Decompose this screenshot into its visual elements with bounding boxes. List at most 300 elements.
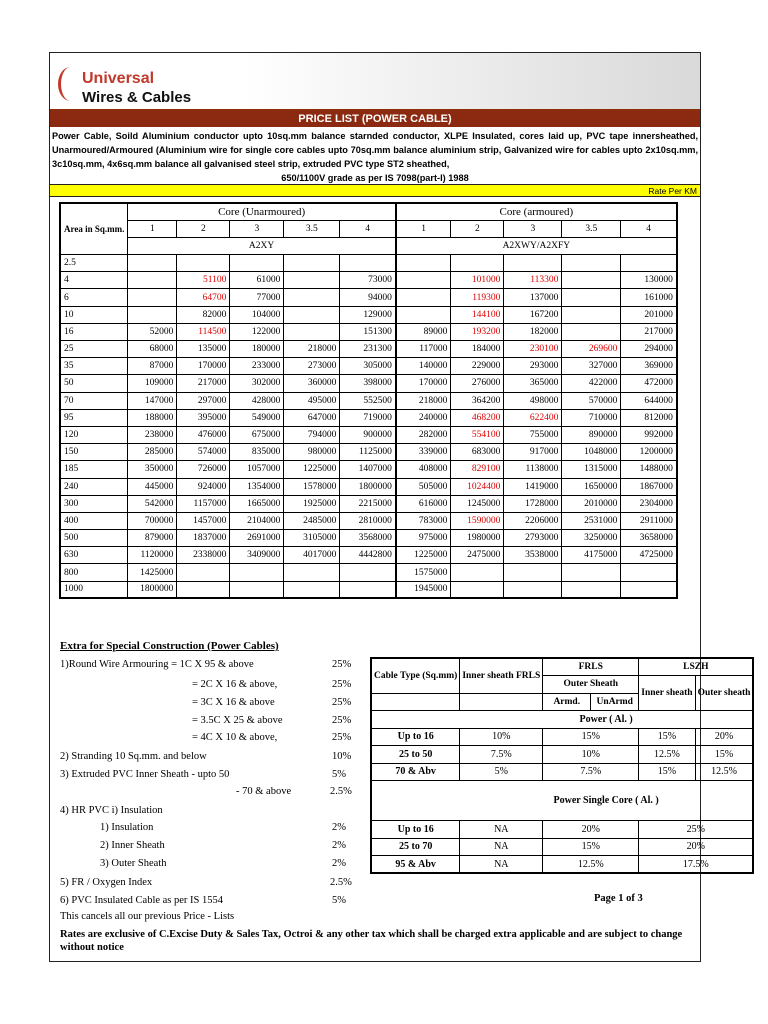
unarmoured-price-cell: 217000 xyxy=(177,375,230,392)
armoured-type: A2XWY/A2XFY xyxy=(396,237,677,254)
extra-item xyxy=(192,677,360,693)
unarmoured-price-cell xyxy=(230,255,284,272)
unarmoured-price-cell: 64700 xyxy=(177,289,230,306)
armoured-price-cell: 240000 xyxy=(396,409,451,426)
unarmoured-price-cell: 188000 xyxy=(128,409,177,426)
armoured-price-cell: 339000 xyxy=(396,444,451,461)
single-cell-lszh: 17.5% xyxy=(639,856,754,874)
unarmoured-price-cell: 476000 xyxy=(177,426,230,443)
brand-name-line2: Wires & Cables xyxy=(82,89,192,106)
price-row xyxy=(60,341,677,358)
extra-item-percent: 10% xyxy=(332,751,352,762)
unarmoured-price-cell xyxy=(340,581,396,598)
armoured-price-cell: 408000 xyxy=(396,461,451,478)
area-cell: 185 xyxy=(60,461,128,478)
unarmoured-price-cell: 2215000 xyxy=(340,495,396,512)
armoured-price-cell: 1048000 xyxy=(562,444,621,461)
single-row xyxy=(371,821,753,839)
extra-item-percent: 5% xyxy=(332,895,346,906)
power-cell-type: 70 & Abv xyxy=(371,763,460,781)
unarmoured-price-cell: 109000 xyxy=(128,375,177,392)
price-row xyxy=(60,375,677,392)
power-cell-inner: 10% xyxy=(460,728,543,746)
single-row xyxy=(371,856,753,874)
power-row xyxy=(371,746,753,764)
area-cell: 4 xyxy=(60,272,128,289)
extra-item xyxy=(100,856,360,872)
unarmoured-price-cell: 305000 xyxy=(340,358,396,375)
extra-item-percent: 2% xyxy=(332,822,346,833)
cable-type-spacer xyxy=(371,693,460,711)
unarmoured-price-cell: 542000 xyxy=(128,495,177,512)
armoured-price-cell: 167200 xyxy=(504,306,562,323)
armoured-price-cell: 364200 xyxy=(451,392,504,409)
extra-item-label: 2) Stranding 10 Sq.mm. and below xyxy=(60,751,207,762)
single-cell-inner: NA xyxy=(460,856,543,874)
armoured-price-cell: 992000 xyxy=(621,426,677,443)
unarmoured-price-cell: 285000 xyxy=(128,444,177,461)
unarmoured-price-cell: 273000 xyxy=(284,358,340,375)
extra-item-label: 1)Round Wire Armouring = 1C X 95 & above xyxy=(60,659,254,670)
unarmoured-price-cell: 1125000 xyxy=(340,444,396,461)
price-row xyxy=(60,461,677,478)
page-title: PRICE LIST (POWER CABLE) xyxy=(50,111,700,127)
unarmoured-price-cell: 495000 xyxy=(284,392,340,409)
header-band xyxy=(50,53,700,111)
price-row xyxy=(60,358,677,375)
unarmoured-price-cell: 1578000 xyxy=(284,478,340,495)
armoured-price-cell: 117000 xyxy=(396,341,451,358)
armoured-price-cell: 1024400 xyxy=(451,478,504,495)
unarmoured-core-number: 4 xyxy=(340,220,396,237)
unarmoured-price-cell xyxy=(340,255,396,272)
armoured-price-cell: 644000 xyxy=(621,392,677,409)
armoured-price-cell: 755000 xyxy=(504,426,562,443)
extra-item xyxy=(192,730,360,746)
single-cell-frls: 12.5% xyxy=(543,856,639,874)
armoured-header: Core (armoured) xyxy=(396,203,677,220)
armoured-price-cell: 229000 xyxy=(451,358,504,375)
area-cell: 10 xyxy=(60,306,128,323)
armd-header: Armd. xyxy=(543,693,591,711)
armoured-price-cell: 365000 xyxy=(504,375,562,392)
single-body xyxy=(371,821,753,874)
price-row xyxy=(60,272,677,289)
armoured-price-cell: 422000 xyxy=(562,375,621,392)
unarmoured-price-cell: 549000 xyxy=(230,409,284,426)
armoured-price-cell: 218000 xyxy=(396,392,451,409)
armoured-price-cell xyxy=(451,255,504,272)
extra-item-percent: 5% xyxy=(332,769,346,780)
armoured-price-cell: 182000 xyxy=(504,323,562,340)
armoured-price-cell xyxy=(562,564,621,581)
power-cell-inner: 5% xyxy=(460,763,543,781)
price-row xyxy=(60,444,677,461)
extra-item-label: 5) FR / Oxygen Index xyxy=(60,877,153,888)
extra-item-label: 1) Insulation xyxy=(100,822,154,833)
armoured-price-cell: 1419000 xyxy=(504,478,562,495)
armoured-price-cell: 1867000 xyxy=(621,478,677,495)
area-cell: 35 xyxy=(60,358,128,375)
extra-title: Extra for Special Construction (Power Cables) xyxy=(60,640,279,652)
area-cell: 500 xyxy=(60,530,128,547)
armoured-price-cell: 2304000 xyxy=(621,495,677,512)
area-cell: 2.5 xyxy=(60,255,128,272)
extra-header-row-1 xyxy=(371,658,753,676)
armoured-price-cell xyxy=(396,289,451,306)
armoured-price-cell: 1650000 xyxy=(562,478,621,495)
price-body xyxy=(60,255,677,599)
price-row xyxy=(60,323,677,340)
unarmoured-price-cell: 879000 xyxy=(128,530,177,547)
armoured-price-cell xyxy=(562,255,621,272)
armoured-price-cell xyxy=(451,581,504,598)
brand-name-line1: Universal xyxy=(82,70,155,87)
armoured-price-cell xyxy=(504,255,562,272)
price-row xyxy=(60,306,677,323)
armoured-price-cell: 1138000 xyxy=(504,461,562,478)
area-cell: 400 xyxy=(60,512,128,529)
armoured-price-cell xyxy=(451,564,504,581)
power-row xyxy=(371,763,753,781)
unarmoured-price-cell: 2338000 xyxy=(177,547,230,564)
unarmoured-price-cell xyxy=(284,306,340,323)
price-row xyxy=(60,512,677,529)
unarmoured-price-cell: 2104000 xyxy=(230,512,284,529)
armoured-price-cell xyxy=(621,255,677,272)
type-row xyxy=(60,237,677,254)
extra-item-label: 3) Outer Sheath xyxy=(100,858,167,869)
armoured-price-cell: 1200000 xyxy=(621,444,677,461)
power-cell-lszh-outer: 15% xyxy=(695,746,753,764)
extra-item-label: = 3.5C X 25 & above xyxy=(192,715,283,726)
unarmoured-price-cell: 726000 xyxy=(177,461,230,478)
armoured-price-cell: 369000 xyxy=(621,358,677,375)
armoured-price-cell: 293000 xyxy=(504,358,562,375)
unarmoured-price-cell: 980000 xyxy=(284,444,340,461)
unarmoured-price-cell: 360000 xyxy=(284,375,340,392)
armoured-price-cell: 829100 xyxy=(451,461,504,478)
armoured-price-cell: 327000 xyxy=(562,358,621,375)
lszh-inner-sheath-header: Inner sheath xyxy=(639,676,695,711)
price-table xyxy=(59,202,678,599)
inner-sheath-spacer xyxy=(460,693,543,711)
unarmoured-core-number: 1 xyxy=(128,220,177,237)
power-row xyxy=(371,728,753,746)
extra-item xyxy=(236,784,360,800)
armoured-price-cell: 570000 xyxy=(562,392,621,409)
unarmoured-price-cell: 1057000 xyxy=(230,461,284,478)
power-single-spacer xyxy=(371,781,460,821)
extra-item-label: = 2C X 16 & above, xyxy=(192,679,278,690)
unarmoured-core-number: 3 xyxy=(230,220,284,237)
extra-item xyxy=(60,749,360,765)
description-grade: 650/1100V grade as per IS 7098(part-I) 1988 xyxy=(281,173,469,183)
unarmoured-price-cell: 4017000 xyxy=(284,547,340,564)
unarmoured-price-cell: 1425000 xyxy=(128,564,177,581)
cable-type-header: Cable Type (Sq.mm) xyxy=(371,658,460,693)
armoured-price-cell: 1590000 xyxy=(451,512,504,529)
unarmoured-price-cell: 350000 xyxy=(128,461,177,478)
unarmoured-price-cell: 2810000 xyxy=(340,512,396,529)
unarmoured-price-cell xyxy=(128,306,177,323)
extra-item-label: 2) Inner Sheath xyxy=(100,840,165,851)
unarmoured-price-cell xyxy=(177,564,230,581)
unarmoured-price-cell: 1157000 xyxy=(177,495,230,512)
extra-item-percent: 25% xyxy=(332,697,352,708)
description-text: Power Cable, Soild Aluminium conductor upto 10sq.mm balance starnded conductor, XLPE Insulated, cores laid up, PVC tape innersheathed, Unarmoured/Armoured (Aluminium wire for single core cables upto 70sq.mm balance aluminium strip, Galvanized wire for cables upto 2x10sq.mm, 3c10sq.mm, 4x6sq.mm balance all galvanised steel strip, extruded PVC type ST2 sheathed, xyxy=(52,131,698,169)
single-cell-type: 95 & Abv xyxy=(371,856,460,874)
single-cell-type: 25 to 70 xyxy=(371,838,460,856)
unarmoured-price-cell: 73000 xyxy=(340,272,396,289)
outer-sheath-header: Outer Sheath xyxy=(543,676,639,694)
armoured-price-cell: 276000 xyxy=(451,375,504,392)
unarmoured-price-cell: 51100 xyxy=(177,272,230,289)
power-cell-type: 25 to 50 xyxy=(371,746,460,764)
power-body xyxy=(371,728,753,781)
extra-item-percent: 25% xyxy=(332,659,352,670)
armoured-price-cell: 1315000 xyxy=(562,461,621,478)
lszh-header: LSZH xyxy=(639,658,754,676)
power-single-row xyxy=(371,781,753,821)
armoured-price-cell: 193200 xyxy=(451,323,504,340)
armoured-price-cell: 812000 xyxy=(621,409,677,426)
armoured-price-cell: 505000 xyxy=(396,478,451,495)
unarmoured-price-cell: 719000 xyxy=(340,409,396,426)
unarmoured-price-cell: 238000 xyxy=(128,426,177,443)
armoured-price-cell xyxy=(504,564,562,581)
armoured-core-number: 4 xyxy=(621,220,677,237)
armoured-price-cell: 217000 xyxy=(621,323,677,340)
unarmoured-price-cell: 77000 xyxy=(230,289,284,306)
armoured-price-cell: 1945000 xyxy=(396,581,451,598)
unarmoured-price-cell: 794000 xyxy=(284,426,340,443)
extra-item-percent: 2.5% xyxy=(330,786,352,797)
area-cell: 300 xyxy=(60,495,128,512)
price-row xyxy=(60,409,677,426)
price-row xyxy=(60,530,677,547)
price-row xyxy=(60,289,677,306)
unarmoured-price-cell: 1665000 xyxy=(230,495,284,512)
unarmoured-price-cell: 233000 xyxy=(230,358,284,375)
power-cell-frls: 10% xyxy=(543,746,639,764)
unarmoured-price-cell: 1837000 xyxy=(177,530,230,547)
unarmoured-price-cell: 924000 xyxy=(177,478,230,495)
price-row xyxy=(60,547,677,564)
unarmoured-price-cell xyxy=(340,564,396,581)
armoured-price-cell: 3658000 xyxy=(621,530,677,547)
armoured-price-cell: 184000 xyxy=(451,341,504,358)
unarmoured-price-cell: 1120000 xyxy=(128,547,177,564)
unarmoured-price-cell: 398000 xyxy=(340,375,396,392)
area-cell: 120 xyxy=(60,426,128,443)
unarmoured-price-cell: 900000 xyxy=(340,426,396,443)
armoured-price-cell: 710000 xyxy=(562,409,621,426)
unarmoured-price-cell: 68000 xyxy=(128,341,177,358)
area-cell: 70 xyxy=(60,392,128,409)
armoured-price-cell xyxy=(504,581,562,598)
unarmoured-core-number: 3.5 xyxy=(284,220,340,237)
unarmoured-price-cell xyxy=(284,323,340,340)
armoured-price-cell xyxy=(396,255,451,272)
single-cell-frls: 20% xyxy=(543,821,639,839)
power-cell-lszh-inner: 15% xyxy=(639,763,695,781)
area-cell: 630 xyxy=(60,547,128,564)
extra-table xyxy=(370,657,754,874)
frls-header: FRLS xyxy=(543,658,639,676)
area-cell: 16 xyxy=(60,323,128,340)
area-header: Area in Sq.mm. xyxy=(60,203,128,255)
unarmoured-price-cell: 428000 xyxy=(230,392,284,409)
power-cell-lszh-inner: 15% xyxy=(639,728,695,746)
armoured-price-cell: 1575000 xyxy=(396,564,451,581)
unarmoured-price-cell: 1457000 xyxy=(177,512,230,529)
unarmoured-price-cell: 835000 xyxy=(230,444,284,461)
area-cell: 50 xyxy=(60,375,128,392)
power-cell-frls: 15% xyxy=(543,728,639,746)
unarmoured-price-cell xyxy=(284,289,340,306)
armoured-price-cell: 294000 xyxy=(621,341,677,358)
unarmoured-price-cell: 700000 xyxy=(128,512,177,529)
extra-item xyxy=(100,838,360,854)
extra-item xyxy=(60,803,360,819)
power-cell-lszh-inner: 12.5% xyxy=(639,746,695,764)
single-row xyxy=(371,838,753,856)
core-number-row xyxy=(60,220,677,237)
armoured-price-cell xyxy=(396,306,451,323)
extra-item-label: 3) Extruded PVC Inner Sheath - upto 50 xyxy=(60,769,230,780)
page-number: Page 1 of 3 xyxy=(594,893,643,904)
unarmoured-price-cell: 147000 xyxy=(128,392,177,409)
single-cell-inner: NA xyxy=(460,821,543,839)
armoured-price-cell: 282000 xyxy=(396,426,451,443)
unarmoured-price-cell: 52000 xyxy=(128,323,177,340)
armoured-price-cell: 4725000 xyxy=(621,547,677,564)
armoured-core-number: 3 xyxy=(504,220,562,237)
price-row xyxy=(60,564,677,581)
armoured-price-cell: 2475000 xyxy=(451,547,504,564)
unarmoured-price-cell: 122000 xyxy=(230,323,284,340)
unarmoured-price-cell: 129000 xyxy=(340,306,396,323)
inner-sheath-frls-header: Inner sheath FRLS xyxy=(460,658,543,693)
armoured-price-cell xyxy=(562,289,621,306)
armoured-price-cell: 498000 xyxy=(504,392,562,409)
armoured-price-cell xyxy=(621,581,677,598)
unarmoured-type: A2XY xyxy=(128,237,396,254)
unarmoured-price-cell: 395000 xyxy=(177,409,230,426)
unarmoured-price-cell xyxy=(177,255,230,272)
area-cell: 25 xyxy=(60,341,128,358)
armoured-price-cell: 113300 xyxy=(504,272,562,289)
unarmoured-price-cell: 151300 xyxy=(340,323,396,340)
armoured-price-cell: 1488000 xyxy=(621,461,677,478)
unarmoured-price-cell: 2691000 xyxy=(230,530,284,547)
armoured-price-cell xyxy=(562,272,621,289)
unarmoured-price-cell: 1225000 xyxy=(284,461,340,478)
area-cell: 6 xyxy=(60,289,128,306)
extra-item-percent: 2% xyxy=(332,858,346,869)
area-cell: 1000 xyxy=(60,581,128,598)
extra-item xyxy=(60,875,360,891)
armoured-price-cell: 2911000 xyxy=(621,512,677,529)
extra-item-label: 4) HR PVC i) Insulation xyxy=(60,805,163,816)
power-al-row xyxy=(371,711,753,729)
armoured-price-cell: 3538000 xyxy=(504,547,562,564)
armoured-price-cell: 683000 xyxy=(451,444,504,461)
price-row xyxy=(60,255,677,272)
extra-item-label: = 3C X 16 & above xyxy=(192,697,275,708)
armoured-price-cell: 472000 xyxy=(621,375,677,392)
unarmoured-price-cell: 297000 xyxy=(177,392,230,409)
power-cell-inner: 7.5% xyxy=(460,746,543,764)
armoured-price-cell: 2793000 xyxy=(504,530,562,547)
tax-note: Rates are exclusive of C.Excise Duty & Sales Tax, Octroi & any other tax which shall be charged extra applicable and are subject to change without notice xyxy=(60,929,683,953)
area-cell: 150 xyxy=(60,444,128,461)
unarmoured-price-cell xyxy=(230,564,284,581)
power-cell-lszh-outer: 12.5% xyxy=(695,763,753,781)
area-cell: 95 xyxy=(60,409,128,426)
armoured-price-cell: 269600 xyxy=(562,341,621,358)
armoured-price-cell: 1245000 xyxy=(451,495,504,512)
armoured-price-cell: 2531000 xyxy=(562,512,621,529)
logo-swoosh-icon xyxy=(58,67,83,101)
unarmoured-price-cell: 61000 xyxy=(230,272,284,289)
unarmoured-price-cell: 1354000 xyxy=(230,478,284,495)
armoured-price-cell: 616000 xyxy=(396,495,451,512)
power-al-label: Power ( Al. ) xyxy=(460,711,754,729)
unarmoured-price-cell: 170000 xyxy=(177,358,230,375)
armoured-price-cell: 783000 xyxy=(396,512,451,529)
armoured-price-cell: 622400 xyxy=(504,409,562,426)
price-row xyxy=(60,426,677,443)
unarmoured-price-cell xyxy=(284,581,340,598)
unarmoured-price-cell: 94000 xyxy=(340,289,396,306)
single-cell-frls: 15% xyxy=(543,838,639,856)
unarmoured-price-cell: 180000 xyxy=(230,341,284,358)
armoured-core-number: 3.5 xyxy=(562,220,621,237)
power-al-spacer xyxy=(371,711,460,729)
armoured-price-cell: 137000 xyxy=(504,289,562,306)
extra-item-label: = 4C X 10 & above, xyxy=(192,732,278,743)
armoured-price-cell: 975000 xyxy=(396,530,451,547)
extra-item xyxy=(100,820,360,836)
armoured-price-cell: 4175000 xyxy=(562,547,621,564)
armoured-price-cell: 101000 xyxy=(451,272,504,289)
unarmoured-price-cell: 114500 xyxy=(177,323,230,340)
price-header-row-1 xyxy=(60,203,677,220)
extra-item-percent: 25% xyxy=(332,679,352,690)
armoured-price-cell xyxy=(396,272,451,289)
extra-item-percent: 2.5% xyxy=(330,877,352,888)
extra-item-label: - 70 & above xyxy=(236,786,292,797)
area-cell: 800 xyxy=(60,564,128,581)
unarmoured-price-cell xyxy=(284,564,340,581)
single-cell-inner: NA xyxy=(460,838,543,856)
unarmoured-price-cell: 552500 xyxy=(340,392,396,409)
description xyxy=(50,129,700,185)
armoured-price-cell: 230100 xyxy=(504,341,562,358)
extra-item xyxy=(192,713,360,729)
power-cell-type: Up to 16 xyxy=(371,728,460,746)
unarmoured-price-cell xyxy=(284,255,340,272)
lszh-outer-sheath-header: Outer sheath xyxy=(695,676,753,711)
unarmoured-price-cell: 104000 xyxy=(230,306,284,323)
armoured-price-cell: 1980000 xyxy=(451,530,504,547)
unarmoured-price-cell xyxy=(128,255,177,272)
extra-item-percent: 25% xyxy=(332,732,352,743)
unarmoured-price-cell: 302000 xyxy=(230,375,284,392)
armoured-price-cell: 161000 xyxy=(621,289,677,306)
